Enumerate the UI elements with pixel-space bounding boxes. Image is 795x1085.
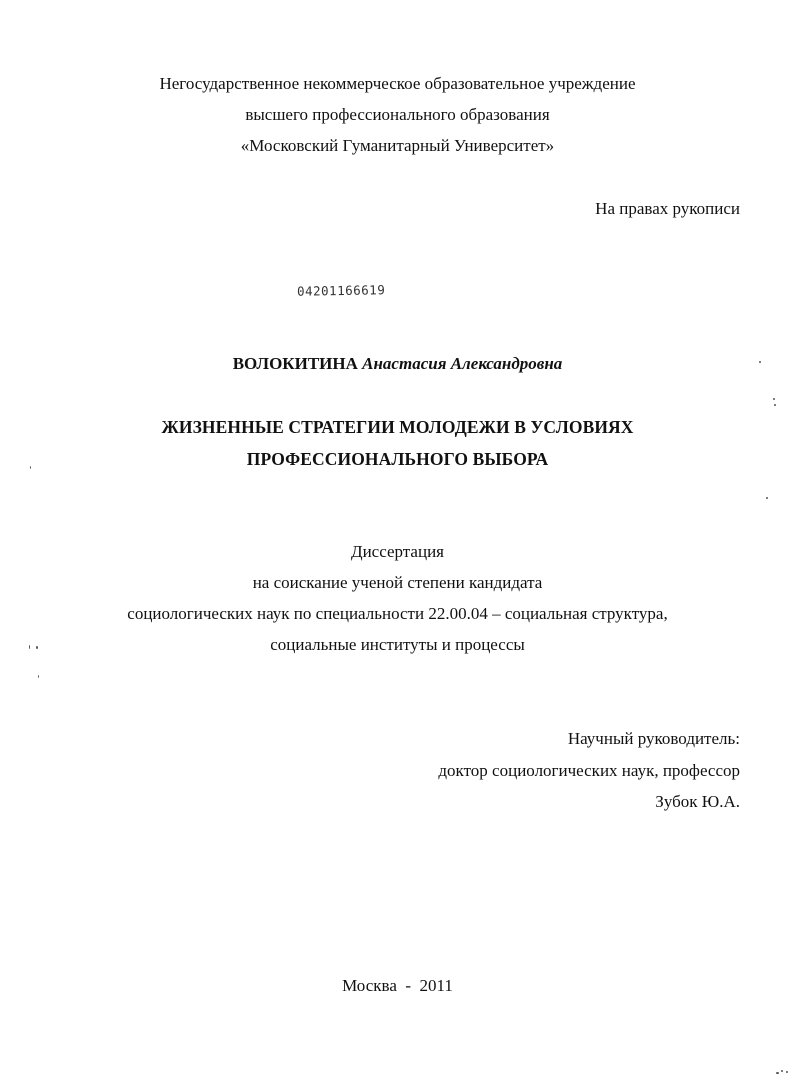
scan-speck bbox=[759, 361, 761, 363]
supervisor-label: Научный руководитель: bbox=[567, 729, 740, 748]
scan-speck bbox=[786, 1071, 788, 1073]
institution-line-3: «Московский Гуманитарный Университет» bbox=[240, 136, 555, 155]
author-surname: ВОЛОКИТИНА bbox=[232, 354, 358, 373]
scan-speck bbox=[774, 404, 776, 406]
degree-line-2: на соискание ученой степени кандидата bbox=[252, 573, 543, 592]
scan-speck bbox=[773, 398, 775, 400]
institution-line-1: Негосударственное некоммерческое образовательное учреждение bbox=[159, 74, 636, 93]
dissertation-title-line-2: ПРОФЕССИОНАЛЬНОГО ВЫБОРА bbox=[246, 449, 549, 469]
scan-speck bbox=[781, 1070, 783, 1072]
scan-speck bbox=[29, 645, 30, 649]
scan-speck bbox=[776, 1072, 779, 1074]
city-year: Москва - 2011 bbox=[342, 976, 453, 995]
scan-speck bbox=[36, 646, 38, 649]
author bbox=[0, 354, 795, 374]
registration-number: 04201166619 bbox=[296, 282, 386, 299]
scan-speck bbox=[30, 466, 31, 469]
institution-line-2: высшего профессионального образования bbox=[245, 105, 550, 124]
degree-line-4: социальные институты и процессы bbox=[270, 635, 525, 654]
scan-speck bbox=[38, 675, 39, 678]
manuscript-note: На правах рукописи bbox=[595, 199, 740, 218]
author-given-names: Анастасия Александровна bbox=[362, 354, 563, 373]
dissertation-title-line-1: ЖИЗНЕННЫЕ СТРАТЕГИИ МОЛОДЕЖИ В УСЛОВИЯХ bbox=[161, 417, 634, 437]
degree-line-3: социологических наук по специальности 22.00.04 – социальная структура, bbox=[127, 604, 668, 623]
scan-speck bbox=[766, 497, 768, 499]
degree-line-1: Диссертация bbox=[350, 542, 444, 561]
supervisor-name: Зубок Ю.А. bbox=[655, 792, 740, 811]
supervisor-credentials: доктор социологических наук, профессор bbox=[438, 761, 740, 780]
